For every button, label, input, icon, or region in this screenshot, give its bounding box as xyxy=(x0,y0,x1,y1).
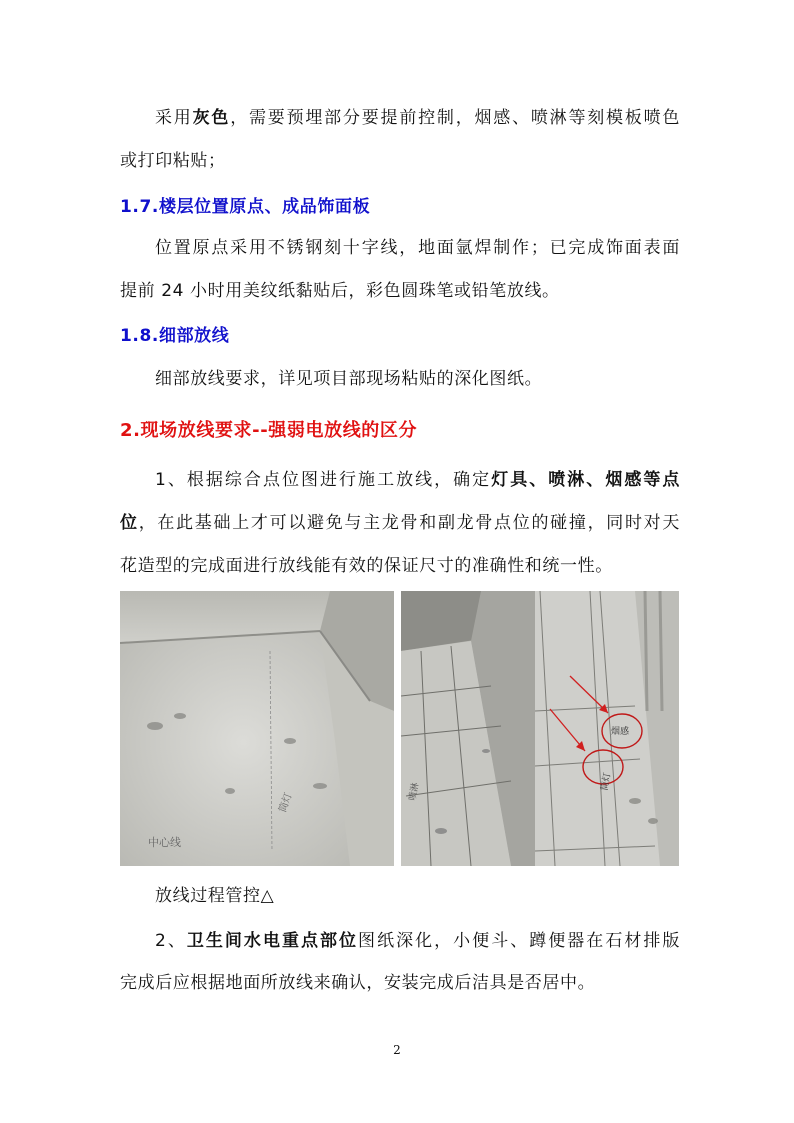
text-span: ，在此基础上才可以避免与主龙骨和副龙骨点位的碰撞，同时对天 xyxy=(138,513,680,533)
text-span: ，需要预埋部分要提前控制，烟感、喷淋等刻模板喷色 xyxy=(230,108,681,128)
paragraph-line: 位置原点采用不锈钢刻十字线，地面氩焊制作；已完成饰面表面 xyxy=(155,238,680,258)
photo-label-smoke: 烟感 xyxy=(611,727,630,737)
paragraph-line: 或打印粘贴； xyxy=(120,151,226,171)
paragraph-line xyxy=(120,512,680,534)
photo-caption: 放线过程管控△ xyxy=(155,886,275,906)
paragraph-line: 提前 24 小时用美纹纸黏贴后，彩色圆珠笔或铅笔放线。 xyxy=(120,281,560,301)
text-span: 采用 xyxy=(155,108,193,128)
site-photo-corridor xyxy=(401,591,535,866)
page-number: 2 xyxy=(393,1043,401,1057)
bold-text: 灯具、喷淋、烟感等点 xyxy=(491,470,680,490)
paragraph-line: 花造型的完成面进行放线能有效的保证尺寸的准确性和统一性。 xyxy=(120,556,613,576)
site-photo-marked-floor xyxy=(535,591,679,866)
text-span: 2、 xyxy=(155,931,187,951)
photo-label-light: 筒灯 xyxy=(277,791,295,815)
section-heading-1-8: 1.8.细部放线 xyxy=(120,326,230,346)
paragraph-line xyxy=(155,107,680,129)
bold-text: 位 xyxy=(120,513,139,533)
photo-label-sprinkler: 喷淋 xyxy=(408,782,422,802)
section-heading-1-7: 1.7.楼层位置原点、成品饰面板 xyxy=(120,197,371,217)
paragraph-line: 细部放线要求，详见项目部现场粘贴的深化图纸。 xyxy=(155,369,543,389)
photo-label-centerline: 中心线 xyxy=(148,836,181,849)
section-heading-2: 2.现场放线要求--强弱电放线的区分 xyxy=(120,420,418,441)
text-span: 图纸深化，小便斗、蹲便器在石材排版 xyxy=(358,931,680,951)
paragraph-line xyxy=(155,469,680,491)
paragraph-line: 完成后应根据地面所放线来确认，安装完成后洁具是否居中。 xyxy=(120,973,596,993)
photo-label-downlight: 筒灯 xyxy=(600,772,614,792)
bold-text: 灰色 xyxy=(192,108,231,128)
paragraph-line xyxy=(155,930,680,952)
text-span: 1、根据综合点位图进行施工放线，确定 xyxy=(155,470,492,490)
bold-text: 卫生间水电重点部位 xyxy=(186,931,359,951)
site-photo-floor xyxy=(120,591,394,866)
